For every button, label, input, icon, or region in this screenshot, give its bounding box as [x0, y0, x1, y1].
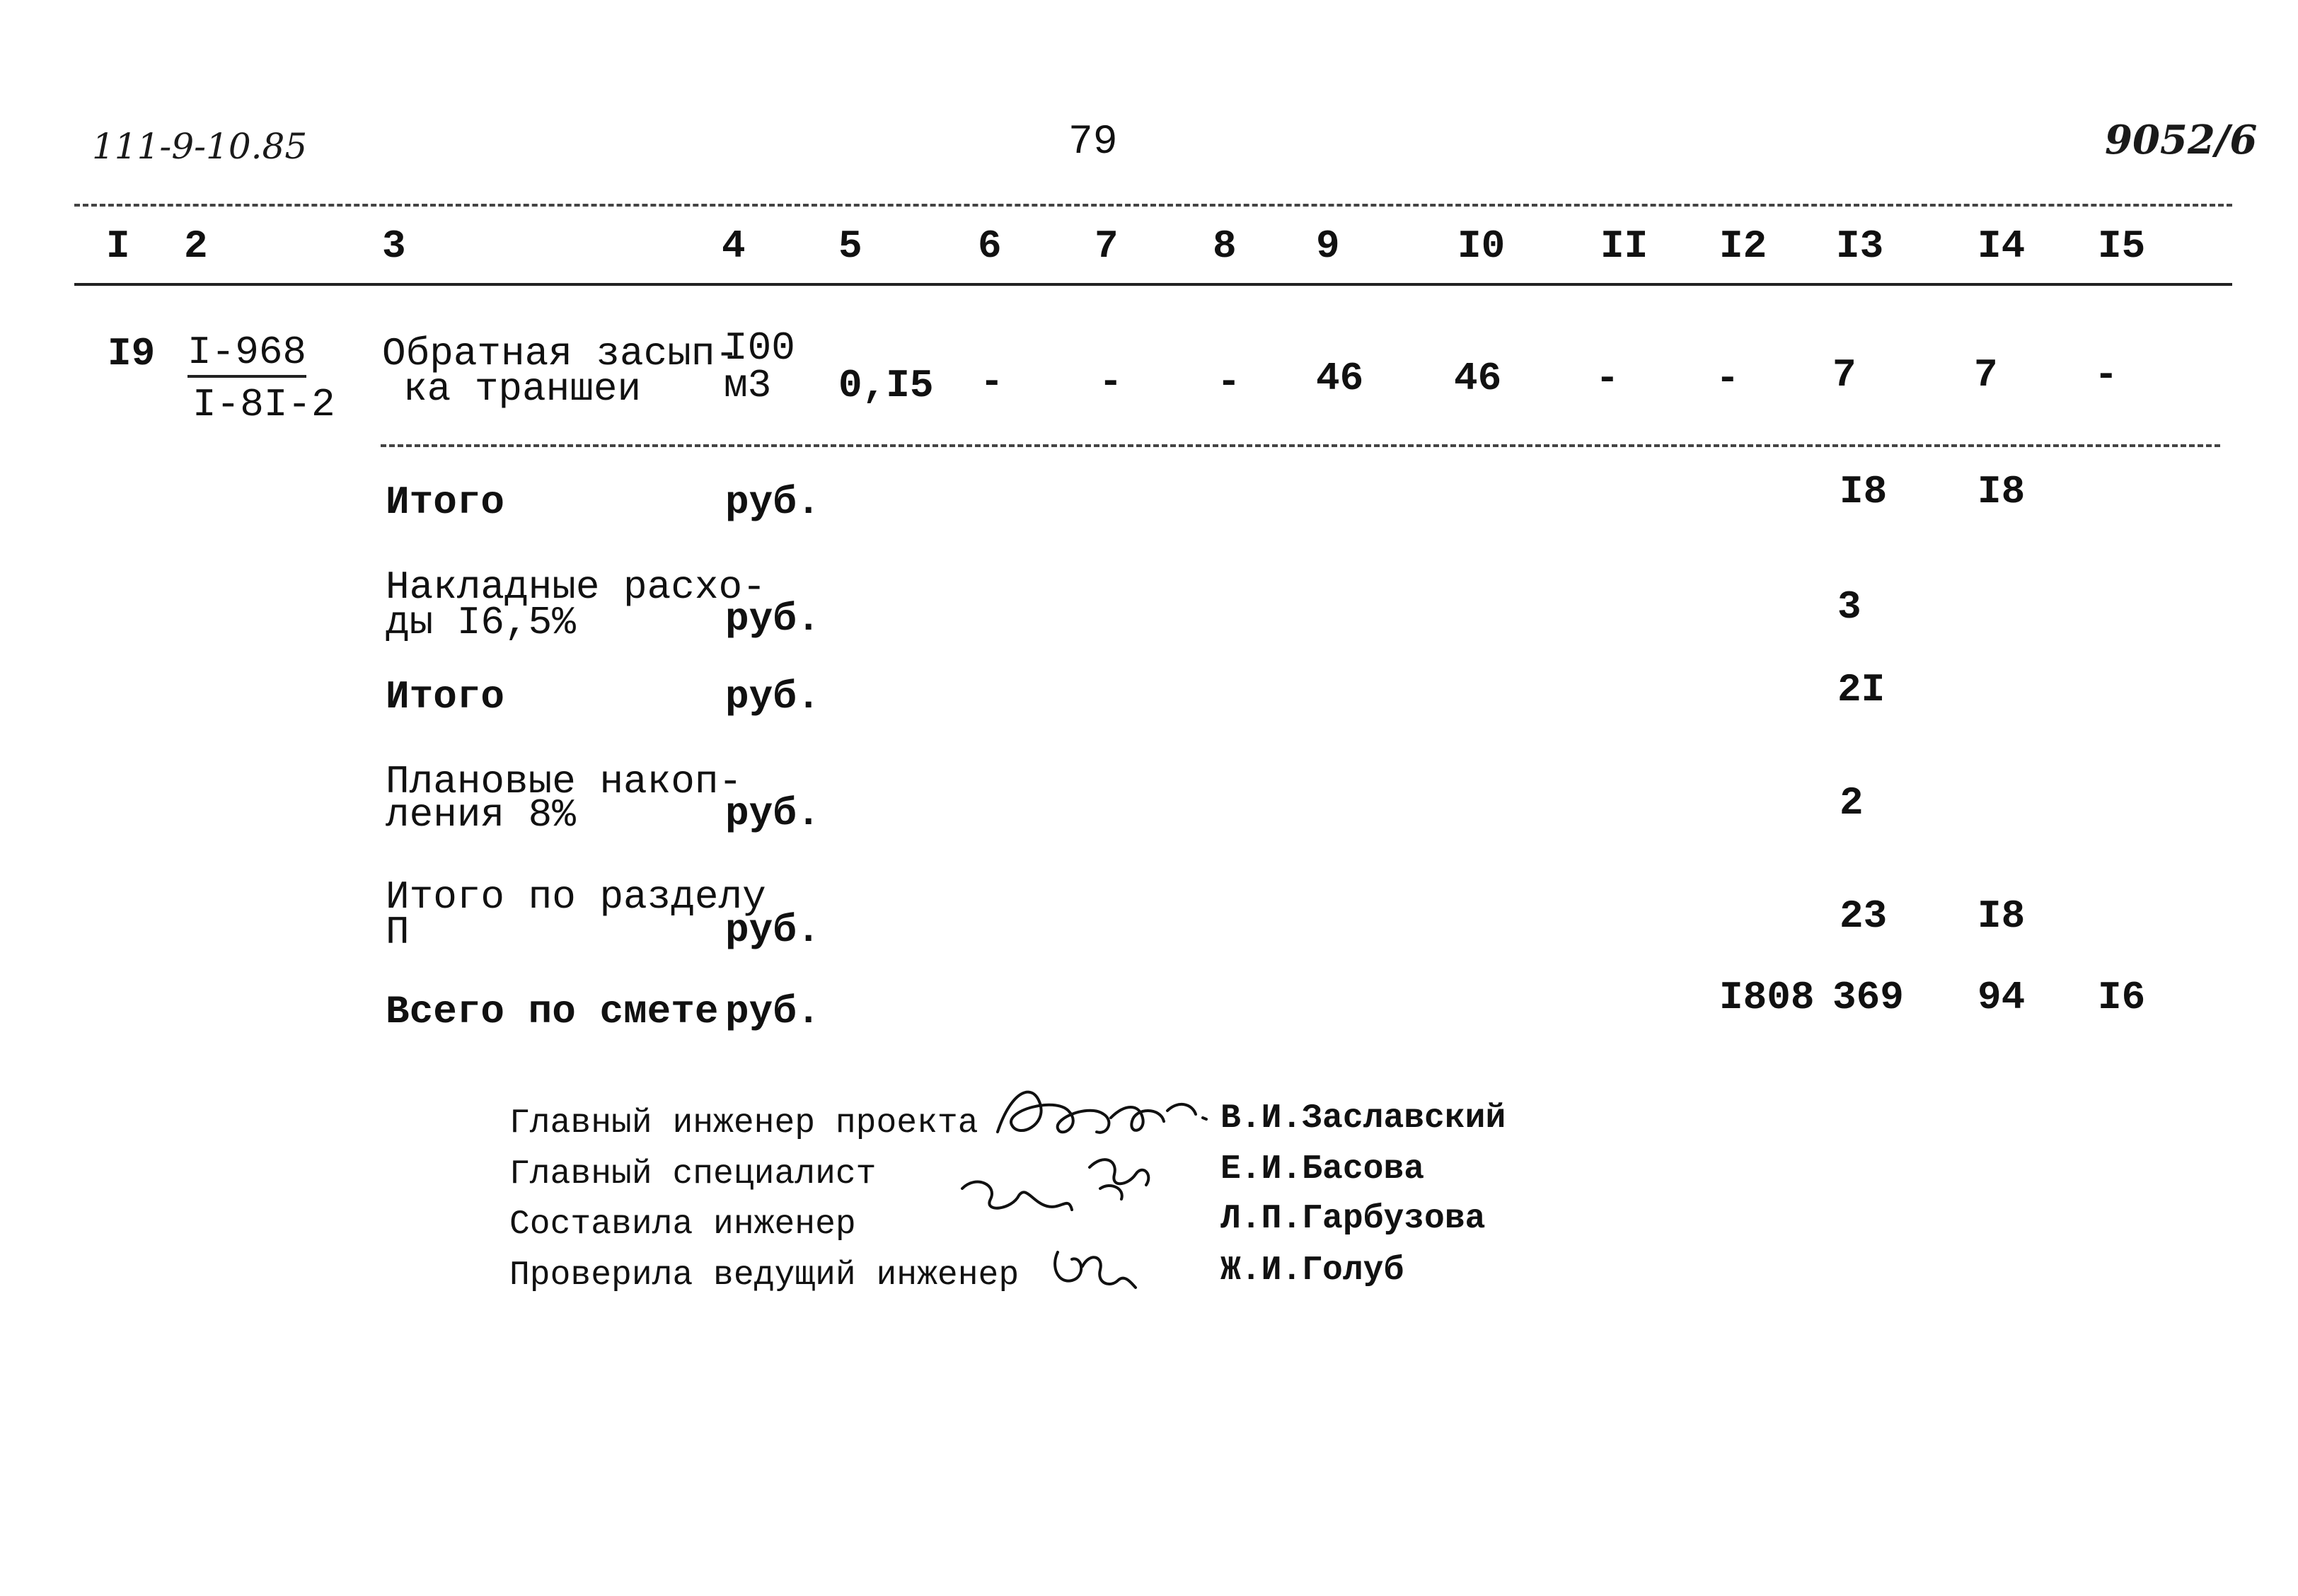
rate-code-top: I-968 — [187, 331, 306, 378]
column-header: I — [106, 224, 130, 269]
rate-code-bottom: I-8I-2 — [192, 382, 335, 427]
cell-col9: 46 — [1316, 356, 1364, 401]
summary-unit: руб. — [725, 989, 821, 1034]
summary-name-line1: Всего по смете — [386, 989, 719, 1034]
summary-col13: 2 — [1840, 780, 1864, 826]
header-bottom-rule — [74, 283, 2232, 286]
summary-name-line1: Плановые накоп- — [386, 759, 743, 804]
column-header: 6 — [978, 224, 1002, 269]
cell-col6: - — [980, 359, 1004, 405]
cell-col8: - — [1217, 359, 1241, 405]
signature-role: Составила инженер — [509, 1205, 856, 1244]
column-header: 9 — [1316, 224, 1340, 269]
summary-name-line1: Итого — [386, 674, 505, 719]
cell-col15: - — [2094, 352, 2118, 398]
handwritten-signature — [1044, 1231, 1143, 1302]
summary-name-line2: ды I6,5% — [386, 600, 576, 645]
row-separator-rule — [381, 444, 2220, 447]
column-header: I2 — [1719, 224, 1767, 269]
column-header: II — [1600, 224, 1649, 269]
summary-col13: 23 — [1840, 894, 1888, 939]
page-number: 79 — [1068, 120, 1118, 166]
summary-col13: I8 — [1840, 469, 1888, 514]
work-name-line2: ка траншеи — [403, 366, 642, 412]
cell-col10: 46 — [1454, 356, 1502, 401]
summary-unit: руб. — [725, 480, 821, 525]
cell-col7: - — [1099, 359, 1123, 405]
cell-col11: - — [1595, 356, 1619, 401]
summary-col14: I8 — [1977, 894, 2026, 939]
summary-col13: 2I — [1837, 667, 1886, 712]
unit-line2: м3 — [724, 363, 772, 408]
summary-unit: руб. — [725, 596, 821, 642]
summary-name-line1: Итого — [386, 480, 505, 525]
signature-name: Е.И.Басова — [1220, 1150, 1425, 1189]
column-header: 7 — [1095, 224, 1119, 269]
cell-col12: - — [1716, 356, 1740, 401]
summary-col15: I6 — [2098, 975, 2146, 1020]
column-header: I5 — [2098, 224, 2146, 269]
summary-col14: I8 — [1977, 469, 2026, 514]
summary-name-line2: П — [386, 910, 410, 955]
column-header: I0 — [1457, 224, 1506, 269]
summary-col13: 369 — [1832, 975, 1904, 1020]
handwritten-signature — [991, 1075, 1224, 1153]
cell-col13: 7 — [1832, 352, 1857, 398]
summary-unit: руб. — [725, 674, 821, 719]
signature-name: Л.П.Гарбузова — [1220, 1200, 1486, 1238]
signature-role: Главный инженер проекта — [509, 1104, 978, 1143]
signature-name: В.И.Заславский — [1220, 1099, 1506, 1138]
summary-col12: I808 — [1719, 975, 1815, 1020]
cell-col14: 7 — [1974, 352, 1998, 398]
document-code: 111-9-10.85 — [92, 126, 308, 167]
signature-role: Проверила ведущий инженер — [509, 1256, 1020, 1295]
summary-unit: руб. — [725, 908, 821, 953]
column-header: 5 — [838, 224, 862, 269]
row-index: I9 — [108, 331, 156, 376]
column-header: I3 — [1836, 224, 1884, 269]
unit-line1: I00 — [724, 325, 795, 371]
column-header: 4 — [722, 224, 746, 269]
signature-name: Ж.И.Голуб — [1220, 1251, 1404, 1290]
quantity-cell: 0,I5 — [838, 363, 934, 408]
summary-col13: 3 — [1837, 584, 1861, 630]
summary-name-line1: Накладные расхо- — [386, 565, 766, 610]
handwritten-signature — [948, 1146, 1174, 1231]
summary-name-line1: Итого по разделу — [386, 874, 766, 920]
inventory-number: 9052/6 — [2105, 117, 2258, 163]
summary-unit: руб. — [725, 791, 821, 836]
signature-role: Главный специалист — [509, 1155, 877, 1193]
table-top-rule — [74, 204, 2232, 207]
column-header: 2 — [184, 224, 208, 269]
summary-name-line2: ления 8% — [386, 792, 576, 838]
column-header: I4 — [1977, 224, 2026, 269]
work-name-line1: Обратная засып- — [382, 331, 739, 376]
column-header: 3 — [382, 224, 406, 269]
column-header: 8 — [1213, 224, 1237, 269]
summary-col14: 94 — [1977, 975, 2026, 1020]
